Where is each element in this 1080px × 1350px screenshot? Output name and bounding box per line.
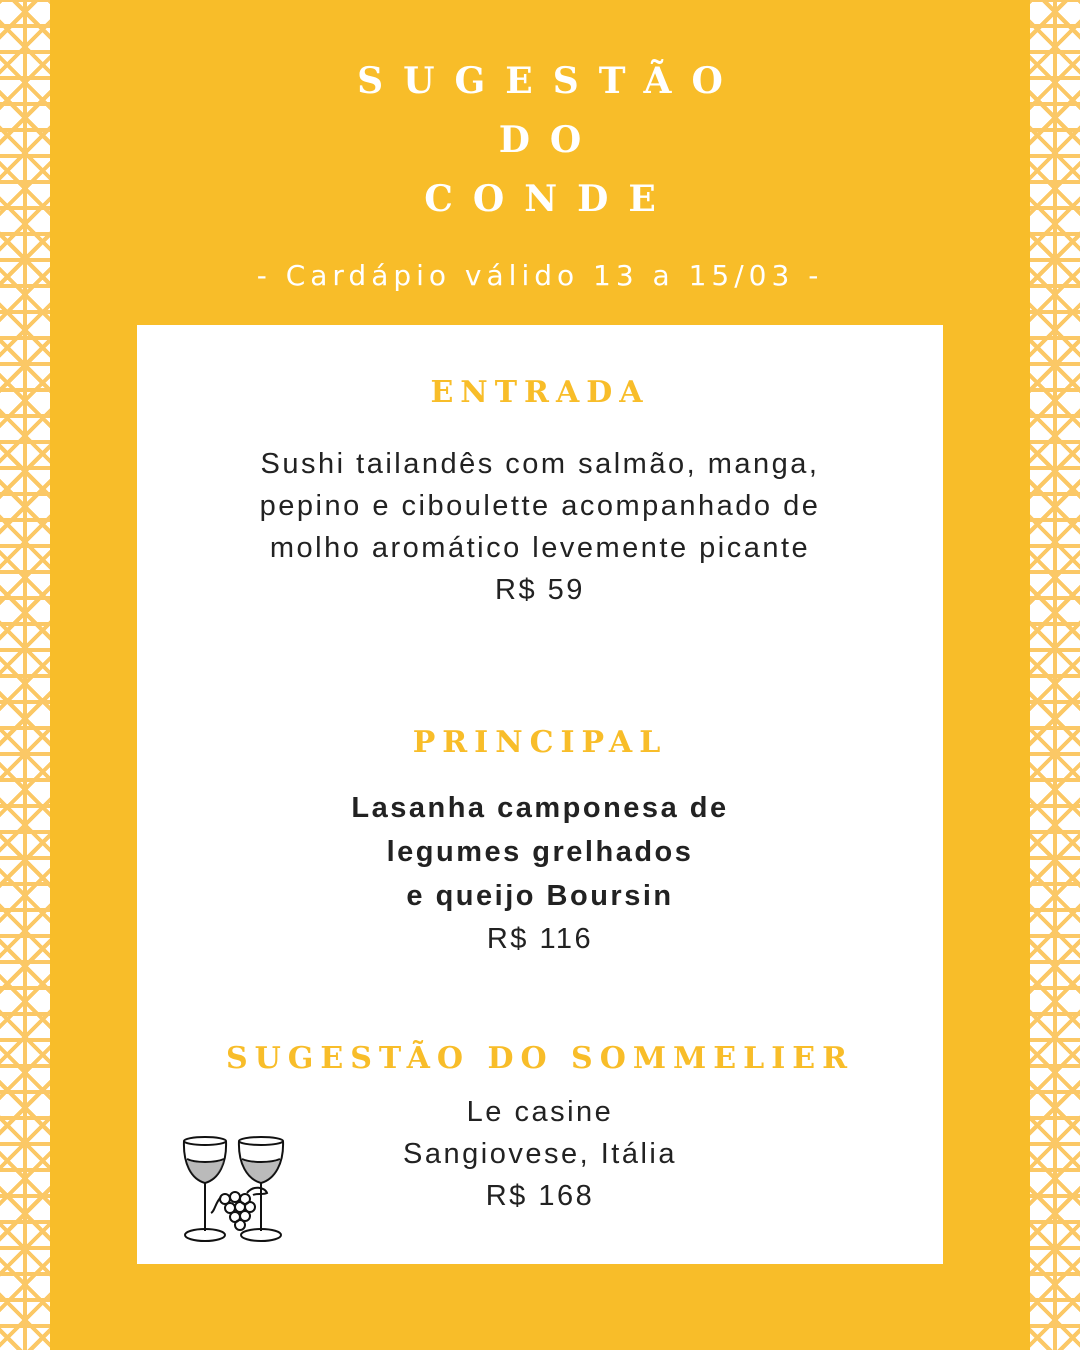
principal-price: R$ 116: [486, 923, 594, 955]
menu-card: [137, 325, 943, 1264]
principal-line-2: legumes grelhados: [386, 836, 694, 868]
title-line-1: SUGESTÃO: [357, 60, 743, 102]
title-line-2: DO: [498, 119, 602, 161]
sommelier-line-1: Le casine: [466, 1096, 614, 1128]
principal-line-1: Lasanha camponesa de: [351, 792, 729, 824]
wine-glasses-grapes-icon: [181, 1133, 293, 1251]
sommelier-line-2: Sangiovese, Itália: [403, 1138, 677, 1170]
sommelier-title: SUGESTÃO DO SOMMELIER: [225, 1041, 855, 1076]
entrada-description: [137, 443, 943, 611]
title-line-3: CONDE: [424, 178, 676, 220]
menu-header: [50, 52, 1030, 292]
decorative-border-left: [0, 0, 50, 1350]
entrada-line-2: pepino e ciboulette acompanhado de: [259, 490, 821, 522]
principal-title: PRINCIPAL: [412, 725, 668, 760]
principal-line-3: e queijo Boursin: [406, 880, 674, 912]
entrada-title: ENTRADA: [430, 375, 650, 410]
entrada-line-3: molho aromático levemente picante: [269, 532, 811, 564]
entrada-line-1: Sushi tailandês com salmão, manga,: [260, 448, 820, 480]
principal-description: [137, 786, 943, 960]
decorative-border-right: [1030, 0, 1080, 1350]
sommelier-price: R$ 168: [485, 1180, 595, 1212]
entrada-price: R$ 59: [495, 574, 585, 606]
menu-validity: - Cardápio válido 13 a 15/03 -: [256, 259, 824, 292]
